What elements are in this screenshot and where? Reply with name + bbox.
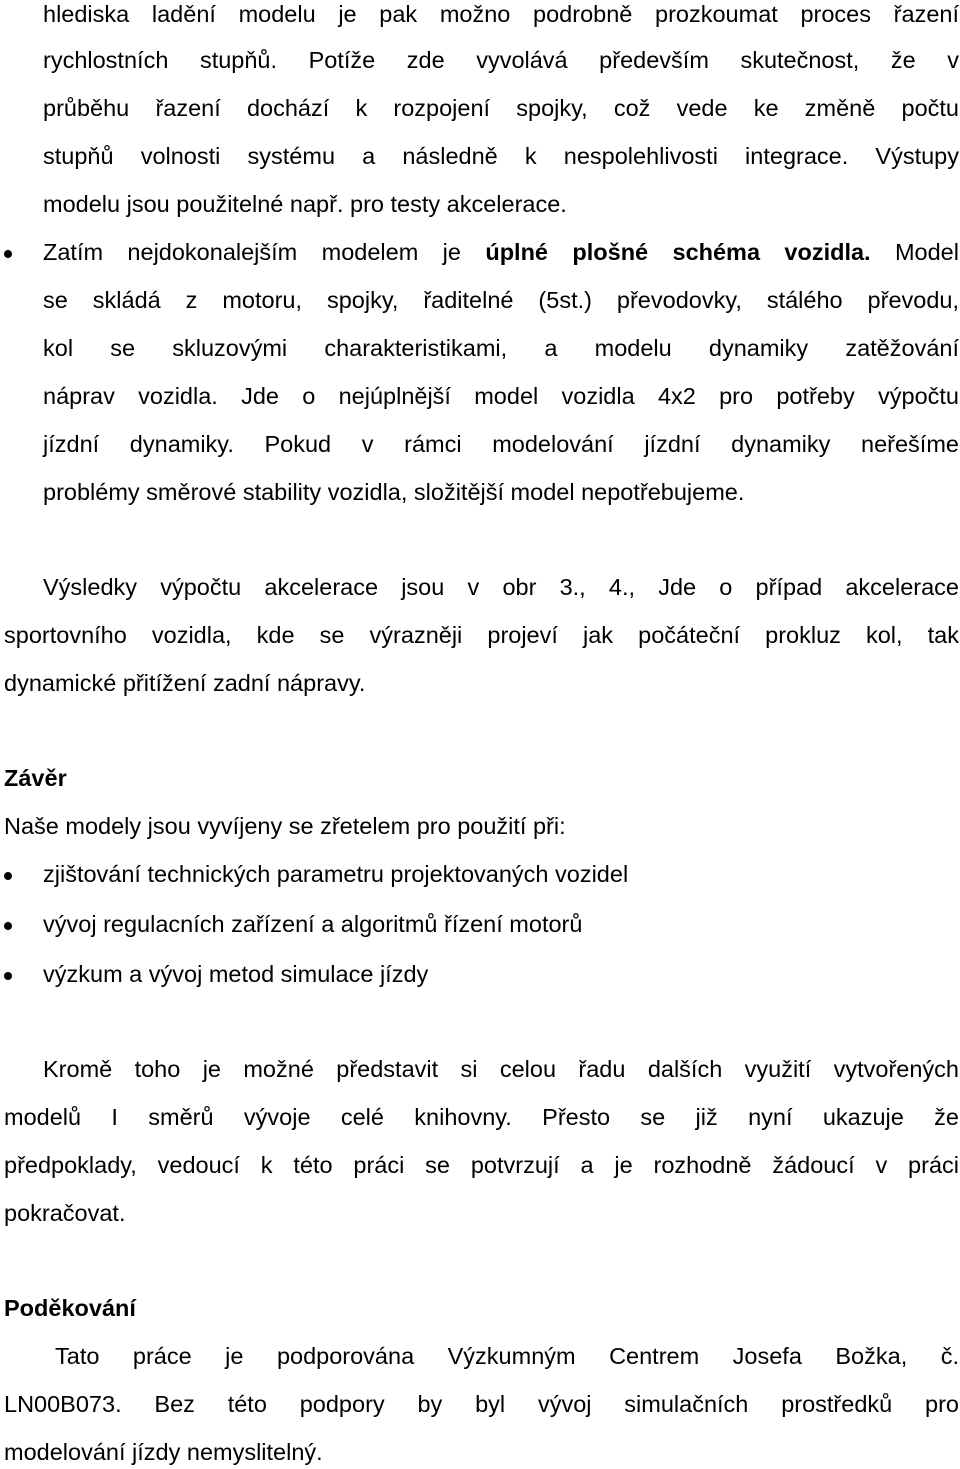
text-line: rychlostních stupňů. Potíže zde vyvolává především skutečnost, že v	[43, 47, 959, 73]
text-span: Zatím nejdokonalejším modelem je	[43, 239, 486, 265]
text-line: kol se skluzovými charakteristikami, a modelu dynamiky zatěžování	[43, 335, 959, 361]
bullet-icon	[4, 250, 12, 258]
text-line: modelování jízdy nemyslitelný.	[4, 1439, 323, 1465]
list-item: vývoj regulacních zařízení a algoritmů řízení motorů	[43, 911, 583, 937]
text-line: Výsledky výpočtu akcelerace jsou v obr 3., 4., Jde o případ akcelerace	[43, 574, 959, 600]
text-line: sportovního vozidla, kde se výrazněji projeví jak počáteční prokluz kol, tak	[4, 622, 959, 648]
text-line: Naše modely jsou vyvíjeny se zřetelem pro použití při:	[4, 813, 566, 839]
text-line: hlediska ladění modelu je pak možno podrobně prozkoumat proces řazení	[43, 1, 959, 27]
bullet-icon	[4, 922, 12, 930]
text-line: problémy směrové stability vozidla, složitější model nepotřebujeme.	[43, 479, 745, 505]
text-line: jízdní dynamiky. Pokud v rámci modelování jízdní dynamiky neřešíme	[43, 431, 959, 457]
text-line: průběhu řazení dochází k rozpojení spojky, což vede ke změně počtu	[43, 95, 959, 121]
text-span: Model	[870, 239, 959, 265]
text-line: pokračovat.	[4, 1200, 126, 1226]
text-line: náprav vozidla. Jde o nejúplnější model vozidla 4x2 pro potřeby výpočtu	[43, 383, 959, 409]
bullet-icon	[4, 972, 12, 980]
section-heading-acknowledgement: Poděkování	[4, 1295, 136, 1321]
section-heading-conclusion: Závěr	[4, 765, 67, 791]
bullet-first-line	[43, 238, 959, 266]
text-line: modelů I směrů vývoje celé knihovny. Přesto se již nyní ukazuje že	[4, 1104, 959, 1130]
text-line: modelu jsou použitelné např. pro testy akcelerace.	[43, 191, 567, 217]
bullet-icon	[4, 872, 12, 880]
text-line: Tato práce je podporována Výzkumným Centrem Josefa Božka, č.	[55, 1343, 959, 1369]
text-line: LN00B073. Bez této podpory by byl vývoj simulačních prostředků pro	[4, 1391, 959, 1417]
text-line: dynamické přitížení zadní nápravy.	[4, 670, 366, 696]
text-line: stupňů volnosti systému a následně k nespolehlivosti integrace. Výstupy	[43, 143, 959, 169]
text-line: předpoklady, vedoucí k této práci se potvrzují a je rozhodně žádoucí v práci	[4, 1152, 959, 1178]
text-line: se skládá z motoru, spojky, řaditelné (5st.) převodovky, stálého převodu,	[43, 287, 959, 313]
bold-term: úplné plošné schéma vozidla.	[485, 239, 871, 265]
list-item: výzkum a vývoj metod simulace jízdy	[43, 961, 429, 987]
text-line: Kromě toho je možné představit si celou řadu dalších využití vytvořených	[43, 1056, 959, 1082]
list-item: zjištování technických parametru projektovaných vozidel	[43, 861, 629, 887]
